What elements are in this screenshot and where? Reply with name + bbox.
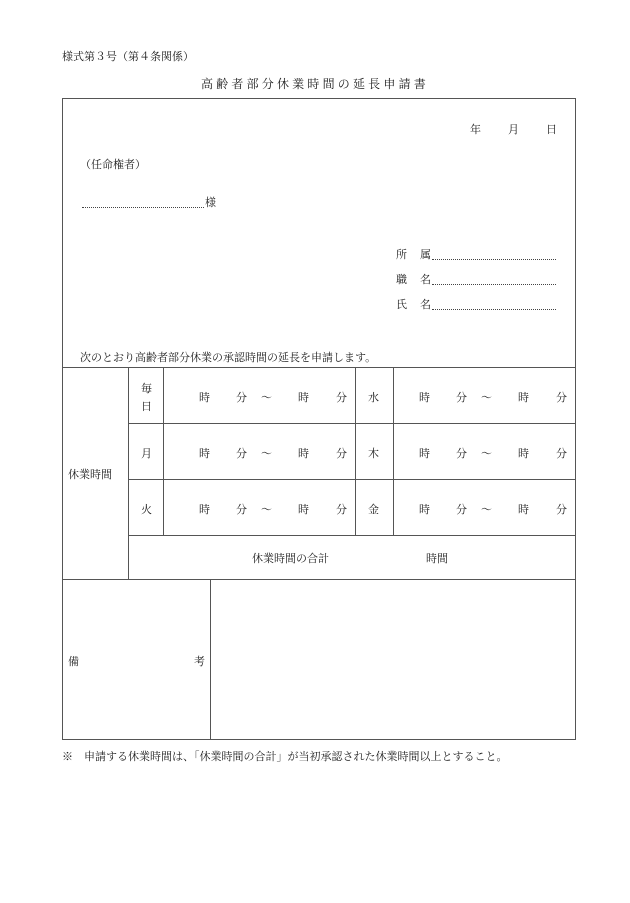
total-hours-label: 休業時間の合計 [252,552,329,565]
affiliation-label-b: 属 [420,248,431,261]
time-minute-end[interactable]: 分 [556,503,567,516]
time-hour-end[interactable]: 時 [518,447,529,460]
day-label-thu: 木 [368,447,379,460]
time-hour-end[interactable]: 時 [518,391,529,404]
time-hour-end[interactable]: 時 [298,391,309,404]
total-hours-unit[interactable]: 時間 [426,552,448,565]
time-range-sign: ～ [481,391,492,404]
time-hour-start[interactable]: 時 [199,391,210,404]
date-day-label: 日 [546,123,557,136]
form-number: 様式第３号（第４条関係） [62,50,194,63]
time-range-sign: ～ [261,503,272,516]
request-text: 次のとおり高齢者部分休業の承認時間の延長を申請します。 [80,351,377,364]
schedule-label: 休業時間 [68,468,112,481]
date-month-label: 月 [508,123,519,136]
remarks-divider [210,579,211,740]
time-hour-end[interactable]: 時 [298,447,309,460]
time-range-sign: ～ [481,447,492,460]
appointer-suffix: 様 [205,196,216,209]
time-range-sign: ～ [261,391,272,404]
footnote: ※ 申請する休業時間は、「休業時間の合計」が当初承認された休業時間以上とすること。 [62,750,508,763]
time-minute-start[interactable]: 分 [456,447,467,460]
affiliation-label-a: 所 [396,248,407,261]
time-range-sign: ～ [261,447,272,460]
name-label-b: 名 [420,298,431,311]
position-label-a: 職 [396,273,407,286]
day-label-everyday-a: 毎 [141,382,152,395]
remarks-field[interactable] [212,581,574,738]
time-minute-start[interactable]: 分 [236,447,247,460]
position-field[interactable] [432,284,556,285]
day-label-mon: 月 [141,447,152,460]
time-hour-start[interactable]: 時 [199,447,210,460]
time-minute-start[interactable]: 分 [456,391,467,404]
time-minute-start[interactable]: 分 [236,391,247,404]
time-minute-end[interactable]: 分 [336,447,347,460]
position-label-b: 名 [420,273,431,286]
time-hour-end[interactable]: 時 [298,503,309,516]
schedule-label-divider [128,367,129,579]
name-field[interactable] [432,309,556,310]
row-divider-3 [128,535,576,536]
day-col-divider-mid-a [355,367,356,535]
appointer-name-line[interactable] [82,207,204,208]
date-year-label: 年 [470,123,481,136]
day-label-tue: 火 [141,503,152,516]
remarks-label-b: 考 [194,655,205,668]
time-minute-end[interactable]: 分 [336,391,347,404]
time-minute-end[interactable]: 分 [556,447,567,460]
time-minute-end[interactable]: 分 [336,503,347,516]
appointer-label: （任命権者） [80,158,146,171]
time-range-sign: ～ [481,503,492,516]
day-col-divider-left [163,367,164,535]
schedule-bottom-border [62,579,576,580]
time-hour-start[interactable]: 時 [419,503,430,516]
affiliation-field[interactable] [432,259,556,260]
time-minute-end[interactable]: 分 [556,391,567,404]
time-hour-end[interactable]: 時 [518,503,529,516]
schedule-top-border [62,367,576,368]
time-minute-start[interactable]: 分 [456,503,467,516]
time-hour-start[interactable]: 時 [199,503,210,516]
time-minute-start[interactable]: 分 [236,503,247,516]
document-title: 高齢者部分休業時間の延長申請書 [200,77,429,91]
row-divider-2 [128,479,576,480]
remarks-label-a: 備 [68,655,79,668]
name-label-a: 氏 [396,298,407,311]
time-hour-start[interactable]: 時 [419,391,430,404]
time-hour-start[interactable]: 時 [419,447,430,460]
row-divider-1 [128,423,576,424]
day-label-fri: 金 [368,503,379,516]
day-col-divider-mid-b [393,367,394,535]
day-label-wed: 水 [368,391,379,404]
day-label-everyday-b: 日 [141,400,152,413]
